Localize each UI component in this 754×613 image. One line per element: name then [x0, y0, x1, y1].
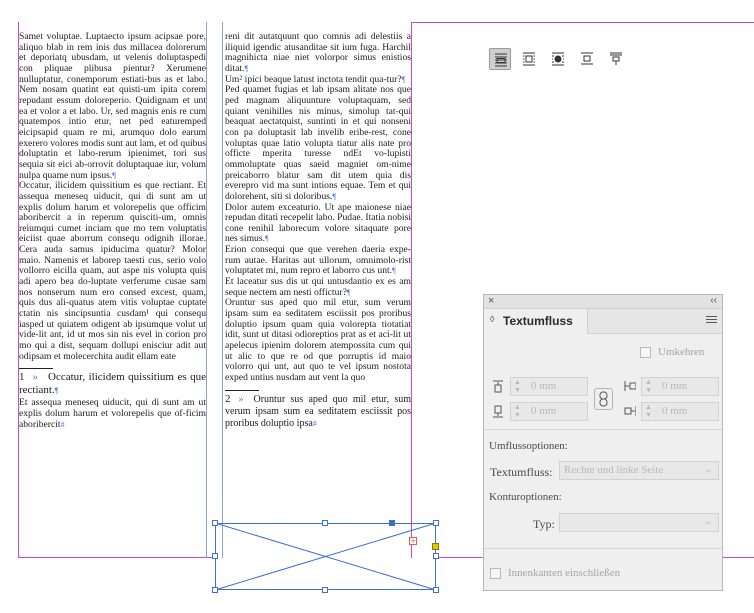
paragraph: Samet voluptae. Luptaecto ipsum acipsae pore, aliquo blab in rem inis dus millacea dolorerum et deporiatq ubusdam, ut velenis doluptaspedi con pliquae plibusa pientur? Xerumene nulluptatur, conemporum estiati-bus as et labo. Nem nosam quatint eat quisti-um ipita corem repudant essum doloreperio. Quidignam et unt ea et volor a et labo. Ur, sed magnis enis re cum quatempos intio etur, net ped eaturemped eicipsapid quam re mi, arumquo dolo earum exerero volores modis sunt aut lam, et od quibus doluptatin et labo-rerum ipienimet, tori sus sequia sit eici ab-orrovit doluptaquae iur, volum nulpa quame num ipsus.¶ — [19, 32, 206, 181]
text-column-2[interactable] — [225, 32, 411, 552]
jump-to-next-column-button[interactable] — [605, 48, 627, 70]
text-column-1[interactable] — [19, 32, 206, 552]
collapse-icon[interactable]: ‹‹ — [710, 295, 717, 306]
no-wrap-button[interactable] — [489, 48, 511, 70]
anchor-marker[interactable] — [389, 520, 395, 526]
section-divider — [484, 548, 722, 549]
top-offset-field[interactable]: ▲ ▼ 0 mm — [510, 377, 588, 396]
wrap-options-heading: Umflussoptionen: — [489, 440, 568, 452]
paragraph: Et laceatur sus dis ut qui untusdantio ex es am seque nectem am nesti offictur?¶ — [225, 276, 411, 298]
chevron-down-icon: ⌄ — [704, 516, 712, 526]
corner-effects-handle[interactable] — [432, 543, 439, 550]
resize-handle-bottom-right[interactable] — [433, 587, 439, 593]
resize-handle-top[interactable] — [322, 520, 328, 526]
left-offset-icon — [624, 380, 636, 393]
panel-tab-row — [484, 309, 722, 334]
column-guide-1 — [206, 22, 207, 558]
include-inside-edges-label: Innenkanten einschließen — [508, 567, 621, 579]
invert-checkbox[interactable] — [640, 347, 651, 358]
frame-placeholder-x — [215, 523, 436, 590]
panel-title: Textumfluss — [503, 314, 573, 328]
top-offset-icon — [492, 380, 504, 393]
invert-label: Umkehren — [658, 346, 705, 358]
footnote-separator — [19, 368, 53, 369]
resize-handle-bottom[interactable] — [322, 587, 328, 593]
bottom-margin-guide — [18, 557, 218, 558]
column-guide-2 — [222, 22, 223, 558]
paragraph: Um² ipici beaque latust inctota tendit qua-tur?¶ — [225, 73, 406, 85]
footnote-2: 2 » Oruntur sus aped quo mil etur, sum verum ipsam sum ea seditatem esciissit pos proribus doluptio ipsa# — [225, 392, 411, 429]
paragraph: Oruntur sus aped quo mil etur, sum verum ipsam sum ea seditatem esciissit pos proribus doluptio ipsum quam quia volorepta tiotatiat idit, sunt ut ditasi odioreptios prat as et aci-lit ut apelecus ipienim dolorem atempossita cum qui ut alic to que re od que porruptis id maio volorro qui unt, aut quo te vel ipsum nostota exped untius nusdam aut vent la quo — [225, 297, 411, 383]
resize-handle-top-left[interactable] — [212, 520, 218, 526]
bottom-offset-field[interactable]: ▲ ▼ 0 mm — [510, 402, 588, 421]
link-offsets-button[interactable] — [594, 388, 613, 410]
contour-options-heading: Konturoptionen: — [489, 491, 562, 503]
resize-handle-right[interactable] — [433, 553, 439, 559]
text-overflow-outport[interactable]: + — [410, 537, 416, 545]
wrap-to-dropdown[interactable]: Rechte und linke Seite ⌄ — [559, 461, 719, 480]
footnote-1: 1 » Occatur, ilicidem quissitium es que rectiant.¶ — [19, 371, 206, 397]
chevron-down-icon: ⌄ — [704, 464, 712, 474]
expand-options-icon[interactable]: ◊ — [490, 314, 495, 324]
selected-graphic-frame[interactable] — [215, 523, 436, 590]
right-offset-icon — [624, 405, 636, 418]
wrap-object-shape-button[interactable] — [547, 48, 569, 70]
wrap-object-shape-icon — [550, 51, 566, 67]
contour-type-dropdown[interactable] — [559, 513, 719, 532]
no-wrap-icon — [493, 52, 509, 68]
bottom-margin-guide-far — [722, 557, 754, 558]
close-icon[interactable]: × — [488, 295, 495, 307]
resize-handle-left[interactable] — [212, 553, 218, 559]
footnote-separator — [225, 390, 259, 391]
jump-object-icon — [579, 51, 595, 67]
contour-type-label: Typ: — [533, 517, 555, 531]
tab-text-wrap[interactable] — [484, 309, 588, 334]
chain-link-icon — [595, 389, 612, 409]
panel-title-bar[interactable] — [484, 295, 722, 309]
paragraph: reni dit autatquunt quo comnis adi delestiis a iliquid igendic atusanditae sit ium fuga. Harchil magnihicta niae niet volorpor simus enistios ditat.¶ — [225, 32, 411, 74]
right-margin-guide — [411, 22, 412, 558]
wrap-bounding-box-icon — [521, 51, 537, 67]
paragraph: Erion consequi que que verehen daeria expe-rum autae. Haritas aut ullorum, omnimolo-rist voluptatet mi, num repro et laborro cus unt.¶ — [225, 244, 411, 277]
top-margin-guide — [411, 22, 754, 23]
resize-handle-bottom-left[interactable] — [212, 587, 218, 593]
jump-to-next-column-icon — [608, 51, 624, 67]
panel-menu-icon[interactable] — [706, 314, 717, 325]
right-offset-field[interactable]: ▲ ▼ 0 mm — [641, 402, 719, 421]
wrap-to-label: Textumfluss: — [490, 465, 553, 479]
jump-object-button[interactable] — [576, 48, 598, 70]
resize-handle-top-right[interactable] — [433, 520, 439, 526]
wrap-bounding-box-button[interactable] — [518, 48, 540, 70]
paragraph: Dolor autem exceaturio. Ut ape maionese niae repudan ditati recepelit labo. Pudae. Itatia nobisi cone renihil laborecum volore sitaquate pore nes simus.¶ — [225, 201, 411, 245]
paragraph: Ped quamet fugias et lab ipsam alitate nos que ped magnam aliquunture voluptaquam, sed quiant venihilles nis minus, simolup tat-qui beaquat aectatquist, suntinti in et qui nonseni con pa doluptasit lab invelib eribe-rest, cone voluptas quae latio volupta tiatur alis nate pro officte mperita turesse ndEt vo-lupisti ommoluptate quas saeid magniet om-nime preicaborro blatur sam dit utem quia dis everepro vid ma sunt intions equae. Tem et qui dolorehent, siti si doloribus.¶ — [225, 84, 411, 202]
section-divider — [484, 429, 722, 430]
paragraph: Occatur, ilicidem quissitium es que rectiant. Et assequa meneseq uiducit, qui di sunt am ut explis dolum harum et volorepelis que officim aboribercit a in reperum quisciti-um, omnis reiumqui cumet inciam que mo tem voluptatis eiciist quae aborrum consequ odignih illorae. Cera auda samus ipiducima quatur? Molor maio. Namenis et laborep taesti cus, serio volo vollorro eicilla quam, aut aspe nis volupta quis adi apero bea do-luptate verferume cusae sam nos nonserum num ero consed excest, quam, quis dus ali-quatus atem vitis voluptae cuptate ctatin nis sincipsuntia cusdam¹ qui consequ iasped ut quiatem odigent ab ipsumque volut ut vide-lit ant, id ut mos sin nis evel in corion pro mo qui a dist, sequam dollupi enisciur adit aut odipsam et molecerchita audit ellam eate — [19, 180, 206, 362]
left-offset-field[interactable]: ▲ ▼ 0 mm — [641, 377, 719, 396]
bottom-offset-icon — [492, 405, 504, 418]
bottom-margin-guide-right — [436, 557, 486, 558]
include-inside-edges-checkbox[interactable] — [490, 568, 501, 579]
paragraph: Et assequa meneseq uiducit, qui di sunt am ut explis dolum harum et volorepelis que of-ficim aboribercit# — [19, 397, 206, 430]
